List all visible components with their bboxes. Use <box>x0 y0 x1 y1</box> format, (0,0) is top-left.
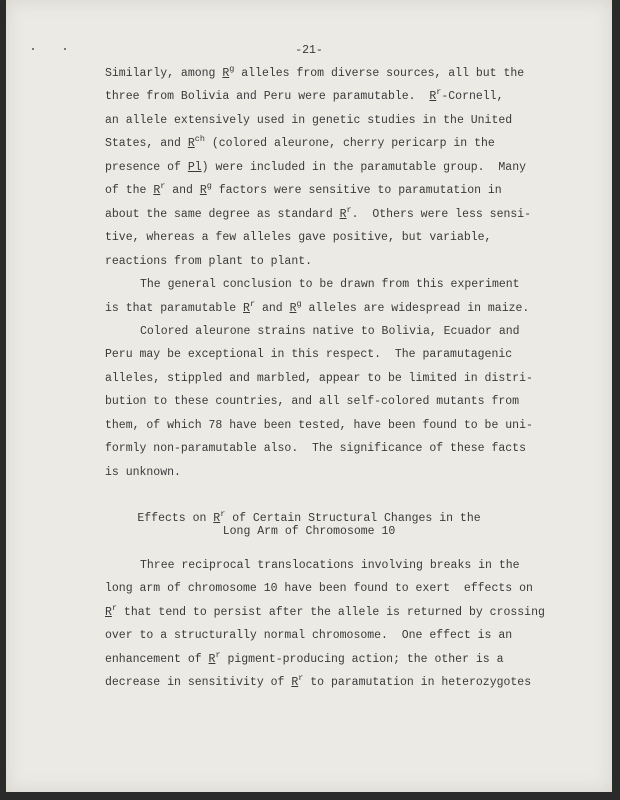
gene-symbol: R <box>243 301 250 315</box>
text-line: Peru may be exceptional in this respect. The paramutagenic <box>105 348 513 362</box>
text-line: over to a structurally normal chromosome. One effect is an <box>105 629 513 643</box>
text-line: reactions from plant to plant. <box>105 254 313 268</box>
text-line: bution to these countries, and all self-colored mutants from <box>105 395 520 409</box>
gene-symbol: R <box>339 207 347 221</box>
gene-symbol: R <box>289 301 297 315</box>
document-page <box>6 0 612 792</box>
gene-symbol: R <box>208 652 216 666</box>
section-heading: Long Arm of Chromosome 10 <box>222 525 396 538</box>
text-line: Similarly, among $R^g$ alleles from diverse sources, all but the <box>105 64 525 80</box>
gene-symbol: R <box>187 137 195 151</box>
text-line: alleles, stippled and marbled, appear to be limited in distri- <box>105 371 533 385</box>
text-line: formly non-paramutable also. The significance of these facts <box>105 442 526 456</box>
page-number: -21- <box>295 44 323 57</box>
text-line: of the $R^r$ and $R^g$ factors were sensitive to paramutation in <box>105 181 502 198</box>
text-line: long arm of chromosome 10 have been found to exert effects on <box>105 582 533 596</box>
gene-symbol: R <box>222 67 230 80</box>
text-line: States, and $R^{ch}$ (colored aleurone, cherry pericarp in the <box>105 134 495 151</box>
text-line: presence of Pl) were included in the paramutable group. Many <box>105 160 526 174</box>
gene-symbol: R <box>153 184 161 198</box>
gene-symbol: R <box>213 512 221 525</box>
text-line: an allele extensively used in genetic studies in the United <box>105 113 513 127</box>
text-line: three from Bolivia and Peru were paramutable. $R^r$-Cornell, <box>105 87 504 104</box>
gene-symbol: Pl <box>187 160 202 174</box>
text-line: is unknown. <box>105 465 181 479</box>
text-line: decrease in sensitivity of $R^r$ to paramutation in heterozygotes <box>105 673 532 690</box>
text-line: $R^r$ that tend to persist after the allele is returned by crossing <box>105 602 545 619</box>
text-line: tive, whereas a few alleles gave positive, but variable, <box>105 231 492 245</box>
text-line: them, of which 78 have been tested, have been found to be uni- <box>105 418 533 432</box>
gene-symbol: R <box>291 676 299 690</box>
text-line: Three reciprocal translocations involving breaks in the <box>140 559 520 572</box>
text-line: enhancement of $R^r$ pigment-producing action; the other is a <box>105 649 504 666</box>
gene-symbol: R <box>199 184 207 198</box>
gene-symbol: R <box>105 605 112 619</box>
text-line: is that paramutable $R^r$ and $R^g$ alleles are widespread in maize. <box>105 298 530 315</box>
text-line: The general conclusion to be drawn from this experiment <box>140 278 520 292</box>
text-line: Colored aleurone strains native to Bolivia, Ecuador and <box>140 324 520 338</box>
gene-symbol: R <box>429 90 437 104</box>
text-line: about the same degree as standard $R^r$. Others were less sensi- <box>105 204 532 221</box>
section-heading: Effects on $R^r$ of Certain Structural Changes in the <box>137 509 481 525</box>
